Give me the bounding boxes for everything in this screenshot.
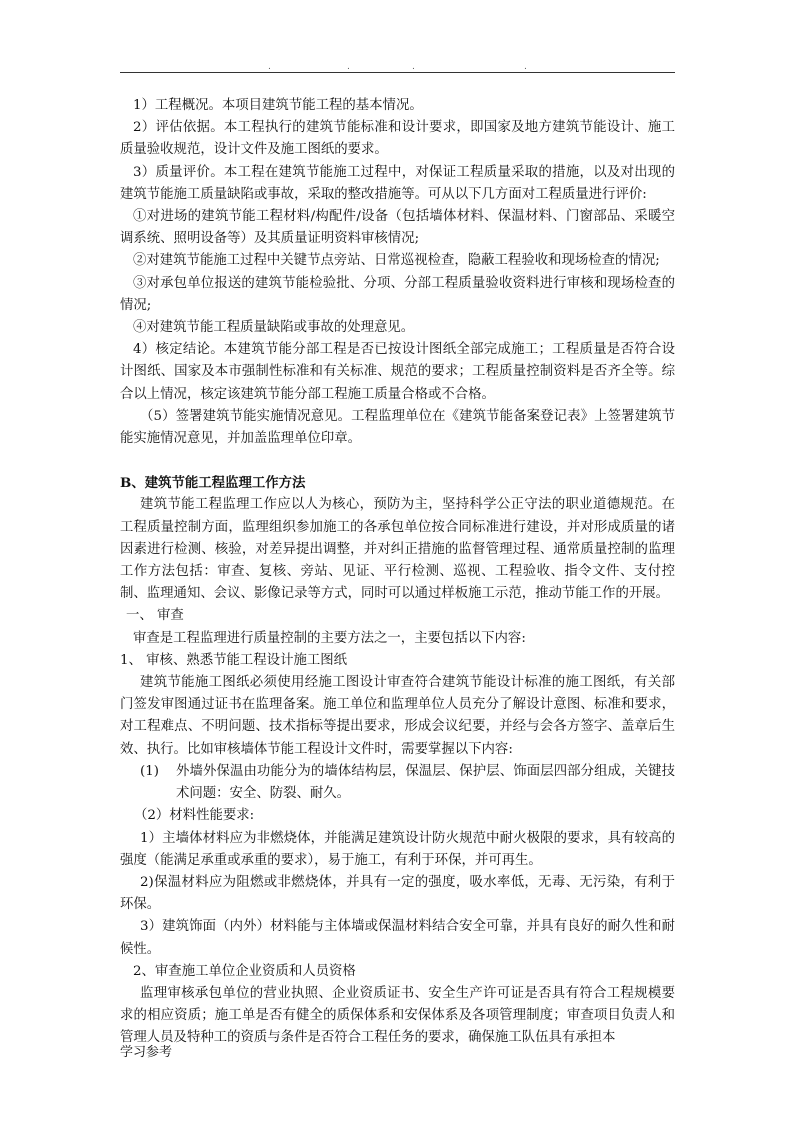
header-rule (120, 72, 675, 73)
document-body (120, 95, 675, 1050)
paragraph-quality-eval: 3）质量评价。本工程在建筑节能施工过程中，对保证工程质量采取的措施，以及对出现的建筑节能施工质量缺陷或事故，采取的整改措施等。可从以下几方面对工程质量进行评价: (120, 164, 675, 202)
subheading-material-requirements: （2）材料性能要求: (134, 808, 255, 824)
list-number: (1) (140, 763, 159, 779)
list-item-inspection-batch: ③对承包单位报送的建筑节能检验批、分项、分部工程质量验收资料进行审核和现场检查的情况; (120, 275, 675, 313)
section-heading-b: B、建筑节能工程监理工作方法 (120, 475, 306, 492)
paragraph-sign-off: （5）签署建筑节能实施情况意见。工程监理单位在《建筑节能备案登记表》上签署建筑节能实施情况意见，并加盖监理单位印章。 (120, 408, 675, 447)
header-dot: . (268, 62, 271, 72)
paragraph-drawings-body: 建筑节能施工图纸必须使用经施工图设计审查符合建筑节能设计标准的施工图纸，有关部门签发审图通过证书在监理备案。施工单位和监理单位人员充分了解设计意图、标准和要求，对工程难点、不明问题、技术指标等提出要求，形成会议纪要，并经与会各方签字、盖章后生效、执行。比如审核墙体节能工程设计文件时，需要掌握以下内容: (120, 675, 675, 757)
paragraph-insulation-material: 2)保温材料应为阻燃或非燃烧体，并具有一定的强度，吸水率低，无毒、无污染，有利于环保。 (120, 874, 675, 913)
header-dot: . (347, 62, 350, 72)
item-heading-qualification: 2、审查施工单位企业资质和人员资格 (133, 963, 356, 979)
subheading-review: 一、 审查 (126, 608, 184, 624)
list-item-materials: ①对进场的建筑节能工程材料/构配件/设备（包括墙体材料、保温材料、门窗部品、采暖空调系统、照明设备等）及其质量证明资料审核情况; (120, 209, 675, 247)
list-item-key-nodes: ②对建筑节能施工过程中关键节点旁站、日常巡视检查，隐蔽工程验收和现场检查的情况; (133, 253, 660, 269)
paragraph-main-wall-material: 1）主墙体材料应为非燃烧体，并能满足建筑设计防火规范中耐火极限的要求，具有较高的强度（能满足承重或承重的要求），易于施工，有利于环保，并可再生。 (120, 830, 675, 868)
list-item-defects: ④对建筑节能工程质量缺陷或事故的处理意见。 (133, 320, 415, 336)
paragraph-finish-material: 3）建筑饰面（内外）材料能与主体墙或保温材料结合安全可靠，并具有良好的耐久性和耐候性。 (120, 919, 675, 957)
header-dot: . (524, 62, 527, 72)
list-item-text: 外墙外保温由功能分为的墙体结构层，保温层、保护层、饰面层四部分组成，关键技术问题：安全、防裂、耐久。 (176, 763, 675, 802)
footer-text: 学习参考 (120, 1045, 173, 1060)
paragraph-conclusion: 4）核定结论。本建筑节能分部工程是否已按设计图纸全部完成施工；工程质量是否符合设计图纸、国家及本市强制性标准和有关标准、规范的要求；工程质量控制资料是否齐全等。综合以上情况，核定该建筑节能分部工程施工质量合格或不合格。 (120, 342, 675, 402)
paragraph-review-intro: 审查是工程监理进行质量控制的主要方法之一，主要包括以下内容: (133, 630, 526, 646)
header-dots (120, 62, 675, 72)
paragraph-qualification-body: 监理审核承包单位的营业执照、企业资质证书、安全生产许可证是否具有符合工程规模要求的相应资质；施工单是否有健全的质保体系和安保体系及各项管理制度；审查项目负责人和管理人员及特种工的资质与条件是否符合工程任务的要求，确保施工队伍具有承担本 (120, 985, 675, 1046)
header-dot: . (412, 62, 415, 72)
item-heading-drawings: 1、 审核、熟悉节能工程设计施工图纸 (120, 652, 348, 668)
paragraph-overview: 1）工程概况。本项目建筑节能工程的基本情况。 (133, 98, 423, 113)
paragraph-basis: 2）评估依据。本工程执行的建筑节能标准和设计要求，即国家及地方建筑节能设计、施工质量验收规范，设计文件及施工图纸的要求。 (120, 120, 675, 158)
paragraph-section-b-intro: 建筑节能工程监理工作应以人为核心，预防为主，坚持科学公正守法的职业道德规范。在工程质量控制方面，监理组织参加施工的各承包单位按合同标准进行建设，并对形成质量的诸因素进行检测、核验，对差异提出调整，并对纠正措施的监督管理过程、通常质量控制的监理工作方法包括：审查、复核、旁站、见证、平行检测、巡视、工程验收、指令文件、支付控制、监理通知、会议、影像记录等方式，同时可以通过样板施工示范，推动节能工作的开展。 (120, 497, 675, 602)
list-item-wall-structure (120, 761, 675, 805)
